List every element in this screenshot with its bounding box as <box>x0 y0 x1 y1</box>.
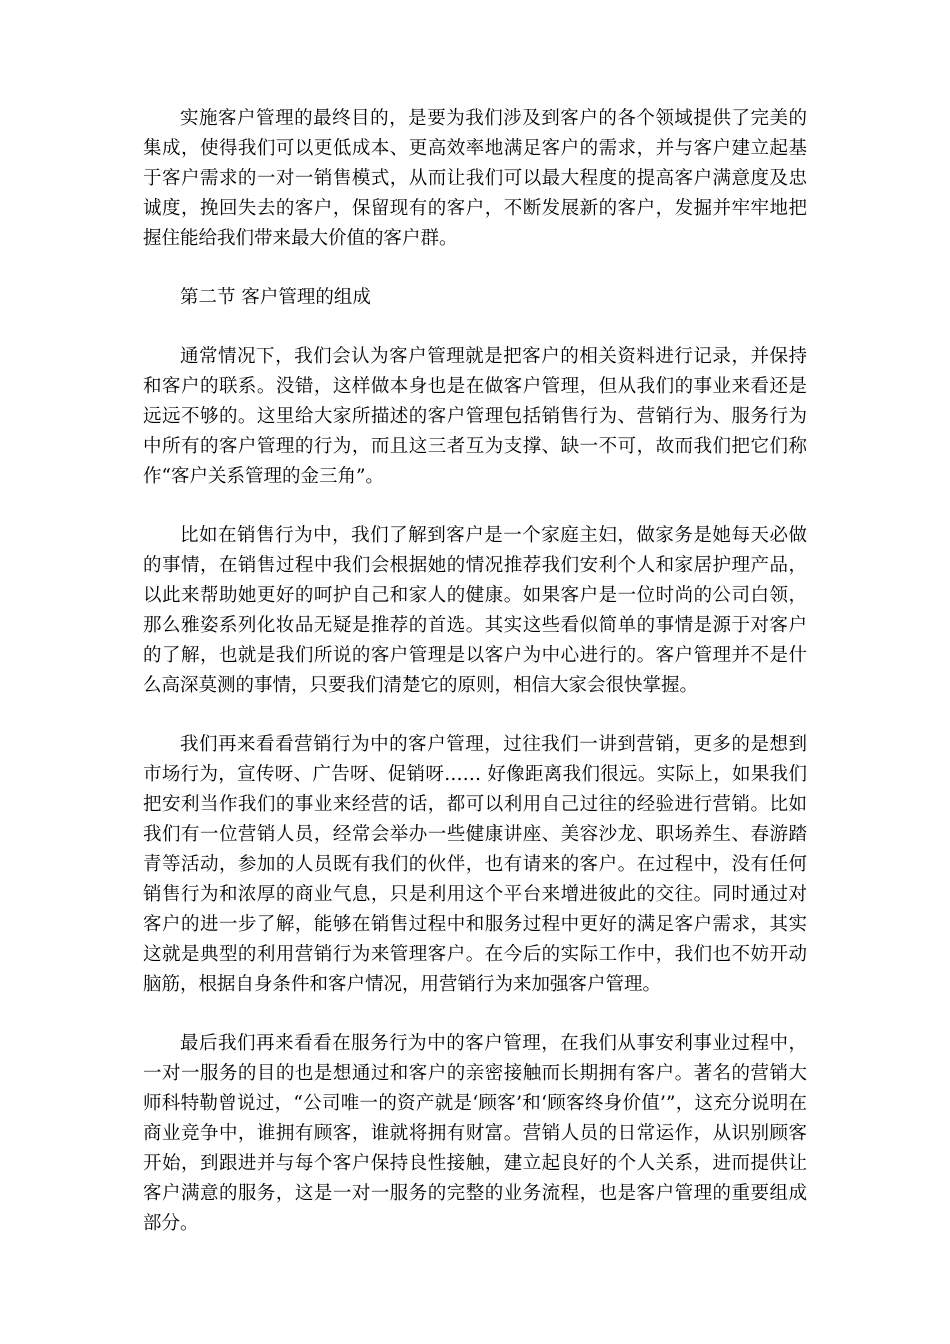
paragraph-intro: 实施客户管理的最终目的，是要为我们涉及到客户的各个领域提供了完美的集成，使得我们可以更低成本、更高效率地满足客户的需求，并与客户建立起基于客户需求的一对一销售模式，从而让我们可以最大程度的提高客户满意度及忠诚度，挽回失去的客户，保留现有的客户，不断发展新的客户，发掘并牢牢地把握住能给我们带来最大价值的客户群。 <box>143 108 807 249</box>
paragraph-4: 最后我们再来看看在服务行为中的客户管理，在我们从事安利事业过程中，一对一服务的目的也是想通过和客户的亲密接触而长期拥有客户。著名的营销大师科特勒曾说过，“公司唯一的资产就是‘顾客’和‘顾客终身价值’”，这充分说明在商业竞争中，谁拥有顾客，谁就将拥有财富。营销人员的日常运作，从识别顾客开始，到跟进并与每个客户保持良性接触，建立起良好的个人关系，进而提供让客户满意的服务，这是一对一服务的完整的业务流程，也是客户管理的重要组成部分。 <box>143 1033 807 1234</box>
paragraph-2: 比如在销售行为中，我们了解到客户是一个家庭主妇，做家务是她每天必做的事情，在销售过程中我们会根据她的情况推荐我们安利个人和家居护理产品，以此来帮助她更好的呵护自己和家人的健康。如果客户是一位时尚的公司白领，那么雅姿系列化妆品无疑是推荐的首选。其实这些看似简单的事情是源于对客户的了解，也就是我们所说的客户管理是以客户为中心进行的。客户管理并不是什么高深莫测的事情，只要我们清楚它的原则，相信大家会很快掌握。 <box>143 525 807 696</box>
paragraph-3: 我们再来看看营销行为中的客户管理，过往我们一讲到营销，更多的是想到市场行为，宣传呀、广告呀、促销呀…… 好像距离我们很远。实际上，如果我们把安利当作我们的事业来经营的话，都可以利用自己过往的经验进行营销。比如我们有一位营销人员，经常会举办一些健康讲座、美容沙龙、职场养生、春游踏青等活动，参加的人员既有我们的伙伴，也有请来的客户。在过程中，没有任何销售行为和浓厚的商业气息，只是利用这个平台来增进彼此的交往。同时通过对客户的进一步了解，能够在销售过程中和服务过程中更好的满足客户需求，其实这就是典型的利用营销行为来管理客户。在今后的实际工作中，我们也不妨开动脑筋，根据自身条件和客户情况，用营销行为来加强客户管理。 <box>143 734 807 995</box>
paragraph-1: 通常情况下，我们会认为客户管理就是把客户的相关资料进行记录，并保持和客户的联系。没错，这样做本身也是在做客户管理，但从我们的事业来看还是远远不够的。这里给大家所描述的客户管理包括销售行为、营销行为、服务行为中所有的客户管理的行为，而且这三者互为支撑、缺一不可，故而我们把它们称作“客户关系管理的金三角”。 <box>143 346 807 487</box>
document-page <box>143 104 807 1268</box>
section-heading: 第二节 客户管理的组成 <box>180 287 371 308</box>
